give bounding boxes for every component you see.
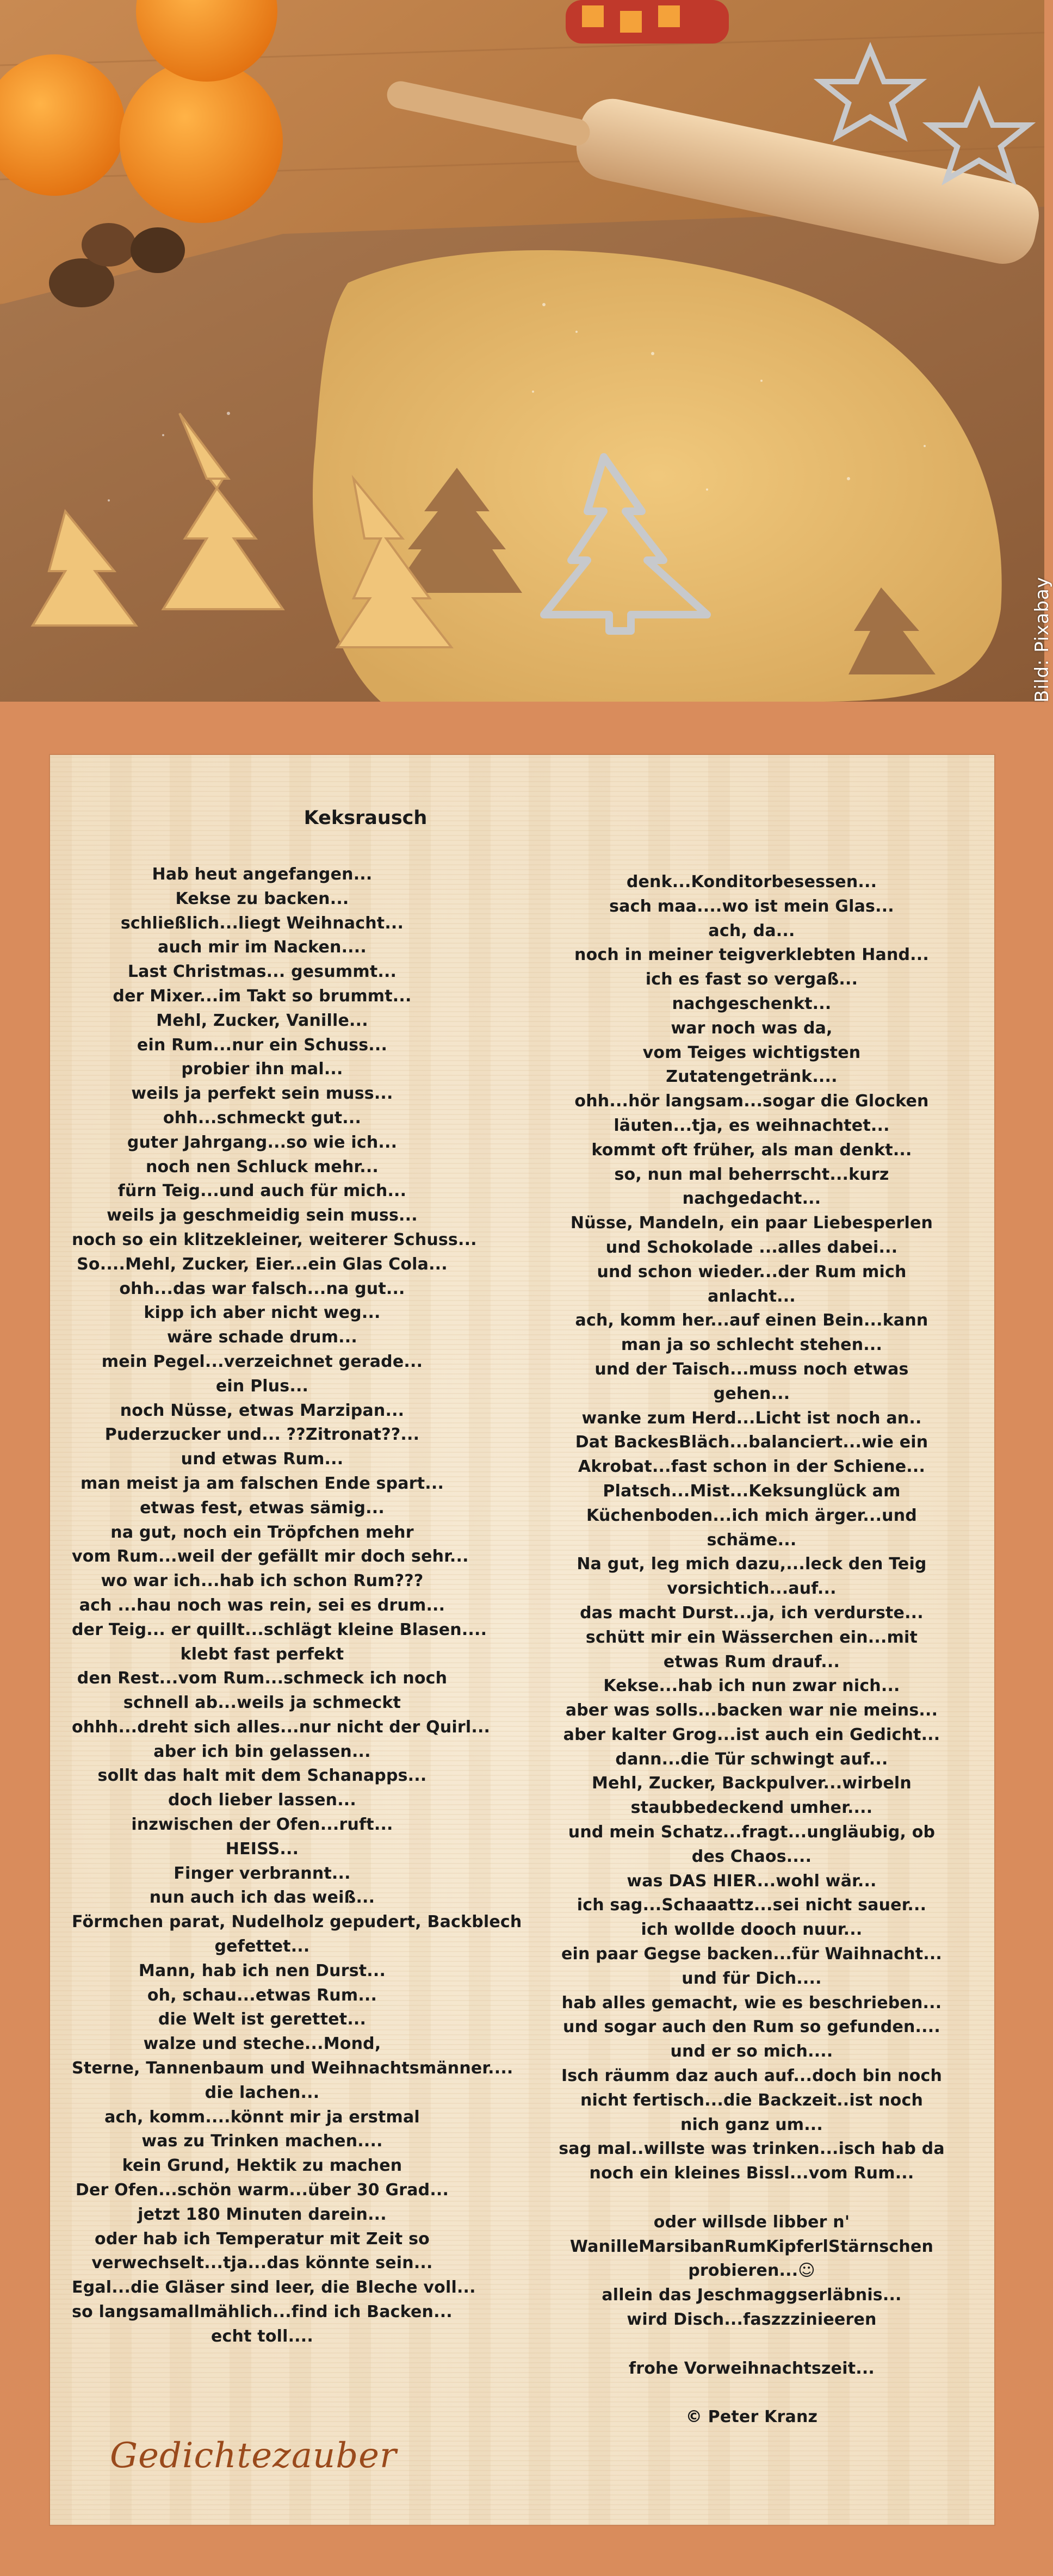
- poem-line: etwas Rum drauf...: [663, 1652, 840, 1671]
- poem-line: so, nun mal beherrscht...kurz: [614, 1165, 889, 1184]
- poem-line: nich ganz um...: [680, 2115, 823, 2134]
- poem-line: und für Dich....: [682, 1968, 822, 1988]
- poem-line: schnell ab...weils ja schmeckt: [123, 1693, 401, 1713]
- poem-line: was zu Trinken machen....: [141, 2132, 383, 2151]
- poem-card: [50, 755, 994, 2525]
- poem-line: noch in meiner teigverklebten Hand...: [574, 945, 929, 965]
- poem-line: vom Teiges wichtigsten: [642, 1043, 861, 1062]
- poem-line: mein Pegel...verzeichnet gerade...: [101, 1352, 423, 1371]
- poem-line: und Schokolade ...alles dabei...: [605, 1237, 898, 1257]
- poem-line: aber kalter Grog...ist auch ein Gedicht...: [563, 1725, 940, 1744]
- poem-line: doch lieber lassen...: [168, 1791, 356, 1810]
- poem-line: aber was solls...backen war nie meins...: [565, 1701, 938, 1720]
- poem-line: oder willsde libber n': [653, 2212, 850, 2232]
- poem-line: wanke zum Herd...Licht ist noch an..: [581, 1408, 922, 1428]
- poem-line: Hab heut angefangen...: [152, 865, 373, 884]
- poem-line: [529, 2332, 975, 2357]
- header-photo: [0, 0, 1053, 703]
- poem-line: ohh...hör langsam...sogar die Glocken: [574, 1092, 929, 1111]
- poem-line: ach, komm....könnt mir ja erstmal: [104, 2107, 420, 2127]
- poem-line: inzwischen der Ofen...ruft...: [131, 1815, 393, 1835]
- signature: Gedichtezauber: [110, 2436, 397, 2476]
- poem-line: frohe Vorweihnachtszeit...: [628, 2358, 875, 2378]
- poem-line: ein Rum...nur ein Schuss...: [137, 1035, 388, 1055]
- poem-line: läuten...tja, es weihnachtet...: [614, 1116, 890, 1135]
- poem-line: noch so ein klitzekleiner, weiterer Schuss...: [72, 1230, 477, 1249]
- poem-line: Finger verbrannt...: [174, 1863, 351, 1883]
- baking-scene-icon: [0, 0, 1044, 702]
- poem-line: ach, da...: [708, 921, 795, 940]
- poem-line: nicht fertisch...die Backzeit..ist noch: [580, 2090, 924, 2110]
- poem-line: Dat BackesBläch...balanciert...wie ein: [575, 1433, 928, 1452]
- poem-line: ich es fast so vergaß...: [645, 970, 858, 989]
- poem-line: so langsamallmählich...find ich Backen...: [72, 2302, 453, 2322]
- poem-line: staubbedeckend umher....: [630, 1798, 873, 1818]
- poem-line: Der Ofen...schön warm...über 30 Grad...: [75, 2181, 449, 2200]
- poem-line: ich wollde dooch nuur...: [641, 1920, 863, 1940]
- poem-line: gehen...: [713, 1384, 790, 1403]
- poem-line: sag mal..willste was trinken...isch hab da: [559, 2139, 945, 2159]
- poem-line: schließlich...liegt Weihnacht...: [120, 913, 404, 933]
- poem-line: weils ja perfekt sein muss...: [131, 1084, 393, 1104]
- poem-line: des Chaos....: [691, 1847, 812, 1866]
- poem-line: Last Christmas... gesummt...: [127, 962, 397, 982]
- poem-line: guter Jahrgang...so wie ich...: [127, 1132, 398, 1152]
- poem-line: Isch räumm daz auch auf...doch bin noch: [561, 2066, 943, 2086]
- poem-line: [529, 2381, 975, 2405]
- poem-line: ohh...das war falsch...na gut...: [119, 1279, 405, 1298]
- poem-line: und mein Schatz...fragt...ungläubig, ob: [568, 1823, 936, 1842]
- poem-line: der Mixer...im Takt so brummt...: [113, 986, 412, 1006]
- poem-line: ach ...hau noch was rein, sei es drum...: [79, 1595, 445, 1615]
- poem-line: man meist ja am falschen Ende spart...: [80, 1473, 444, 1493]
- poem-line: wird Disch...faszzzinieeren: [627, 2310, 877, 2330]
- poem-line: dann...die Tür schwingt auf...: [615, 1749, 888, 1769]
- poem-line: fürn Teig...und auch für mich...: [117, 1181, 407, 1201]
- poem-line: Zutatengetränk....: [666, 1067, 838, 1087]
- poem-line: nachgedacht...: [682, 1189, 821, 1209]
- poem-line: noch ein kleines Bissl...vom Rum...: [589, 2164, 914, 2183]
- photo-credit: Bild: Pixabay: [1031, 577, 1053, 703]
- poem-line: vom Rum...weil der gefällt mir doch sehr...: [72, 1547, 469, 1566]
- poem-line: HEISS...: [225, 1839, 299, 1859]
- poem-line: und der Taisch...muss noch etwas: [594, 1359, 909, 1379]
- poem-line: So....Mehl, Zucker, Eier...ein Glas Cola...: [77, 1254, 448, 1274]
- poem-line: das macht Durst...ja, ich verdurste...: [580, 1603, 924, 1623]
- poem-line: Kekse zu backen...: [175, 889, 349, 908]
- poem-line: Akrobat...fast schon in der Schiene...: [578, 1457, 926, 1477]
- poem-line: ich sag...Schaaattz...sei nicht sauer...: [577, 1896, 927, 1915]
- poem-line: Nüsse, Mandeln, ein paar Liebesperlen: [570, 1213, 933, 1233]
- poem-line: ein Plus...: [215, 1376, 309, 1396]
- poem-line: Mehl, Zucker, Vanille...: [156, 1011, 368, 1030]
- poem-column-right: [529, 870, 975, 2430]
- poem-line: WanilleMarsibanRumKipferlStärnschen: [569, 2237, 934, 2256]
- poem-line: auch mir im Nacken....: [158, 938, 367, 957]
- poem-line: klebt fast perfekt: [180, 1644, 344, 1664]
- poem-line: sollt das halt mit dem Schanapps...: [97, 1766, 427, 1786]
- poem-line: sach maa....wo ist mein Glas...: [609, 896, 894, 916]
- poem-line: Sterne, Tannenbaum und Weihnachtsmänner....: [72, 2059, 513, 2078]
- poem-line: anlacht...: [708, 1286, 796, 1306]
- poem-line: echt toll....: [211, 2326, 313, 2346]
- poem-line: na gut, noch ein Tröpfchen mehr: [110, 1522, 414, 1542]
- poem-line: Mann, hab ich nen Durst...: [138, 1961, 386, 1980]
- poem-line: kipp ich aber nicht weg...: [144, 1303, 381, 1323]
- poem-line: hab alles gemacht, wie es beschrieben...: [561, 1993, 942, 2013]
- poem-line: ach, komm her...auf einen Bein...kann: [575, 1311, 928, 1330]
- poem-line: ohhh...dreht sich alles...nur nicht der Quirl...: [72, 1717, 491, 1737]
- poem-line: nachgeschenkt...: [672, 994, 832, 1013]
- poem-line: Puderzucker und... ??Zitronat??...: [104, 1425, 420, 1445]
- poem-line: oder hab ich Temperatur mit Zeit so: [95, 2229, 430, 2249]
- poem-line: wäre schade drum...: [167, 1328, 357, 1347]
- poem-line: den Rest...vom Rum...schmeck ich noch: [77, 1669, 448, 1688]
- poem-line: Na gut, leg mich dazu,...leck den Teig: [577, 1555, 927, 1574]
- poem-line: man ja so schlecht stehen...: [621, 1335, 883, 1355]
- poem-line: Förmchen parat, Nudelholz gepudert, Backblech: [72, 1912, 522, 1932]
- poem-line: probier ihn mal...: [181, 1060, 343, 1079]
- poem-line: noch Nüsse, etwas Marzipan...: [120, 1401, 405, 1420]
- poem-line: denk...Konditorbesessen...: [626, 872, 877, 891]
- poem-line: noch nen Schluck mehr...: [145, 1157, 379, 1176]
- poem-line: allein das Jeschmaggserläbnis...: [602, 2286, 902, 2305]
- poem-line: schütt mir ein Wässerchen ein...mit: [585, 1627, 918, 1647]
- poem-line: oh, schau...etwas Rum...: [147, 1985, 377, 2005]
- poem-line: weils ja geschmeidig sein muss...: [107, 1206, 418, 1225]
- poem-line: jetzt 180 Minuten darein...: [138, 2205, 387, 2224]
- poem-line: und schon wieder...der Rum mich: [597, 1262, 907, 1281]
- poem-line: ohh...schmeckt gut...: [163, 1108, 362, 1128]
- poem-line: kein Grund, Hektik zu machen: [122, 2156, 402, 2176]
- poem-line: und etwas Rum...: [181, 1450, 344, 1469]
- poem-line: aber ich bin gelassen...: [153, 1742, 371, 1761]
- poem-line: die lachen...: [205, 2083, 320, 2102]
- poem-line: wo war ich...hab ich schon Rum???: [101, 1571, 424, 1591]
- poem-line: und er so mich....: [670, 2042, 833, 2061]
- poem-line: die Welt ist gerettet...: [158, 2010, 367, 2029]
- poem-line: Platsch...Mist...Keksunglück am: [603, 1481, 901, 1501]
- poem-line: walze und steche...Mond,: [143, 2034, 381, 2054]
- poem-line: verwechselt...tja...das könnte sein...: [91, 2253, 433, 2273]
- poem-line: und sogar auch den Rum so gefunden....: [563, 2017, 940, 2037]
- poem-line: war noch was da,: [671, 1018, 833, 1038]
- poem-line: gefettet...: [214, 1937, 310, 1956]
- poem-line: ein paar Gegse backen...für Waihnacht...: [561, 1945, 943, 1964]
- poem-line: vorsichtich...auf...: [667, 1579, 837, 1599]
- poem-line: etwas fest, etwas sämig...: [140, 1498, 385, 1518]
- poem-line: [529, 2186, 975, 2210]
- poem-line: kommt oft früher, als man denkt...: [591, 1140, 912, 1160]
- poem-line: © Peter Kranz: [685, 2407, 818, 2427]
- poem-line: der Teig... er quillt...schlägt kleine Blasen....: [72, 1620, 487, 1639]
- poem-line: Küchenboden...ich mich ärger...und: [586, 1506, 917, 1525]
- poem-line: probieren...☺: [688, 2261, 815, 2281]
- poem-line: Kekse...hab ich nun zwar nich...: [603, 1676, 900, 1696]
- poem-title: Keksrausch: [303, 807, 428, 829]
- poem-line: schäme...: [707, 1530, 797, 1550]
- poem-line: was DAS HIER...wohl wär...: [627, 1871, 877, 1891]
- poem-column-left: [72, 863, 522, 2349]
- poem-line: nun auch ich das weiß...: [149, 1888, 375, 1908]
- poem-line: Egal...die Gläser sind leer, die Bleche voll...: [72, 2278, 476, 2298]
- poem-line: Mehl, Zucker, Backpulver...wirbeln: [592, 1774, 912, 1793]
